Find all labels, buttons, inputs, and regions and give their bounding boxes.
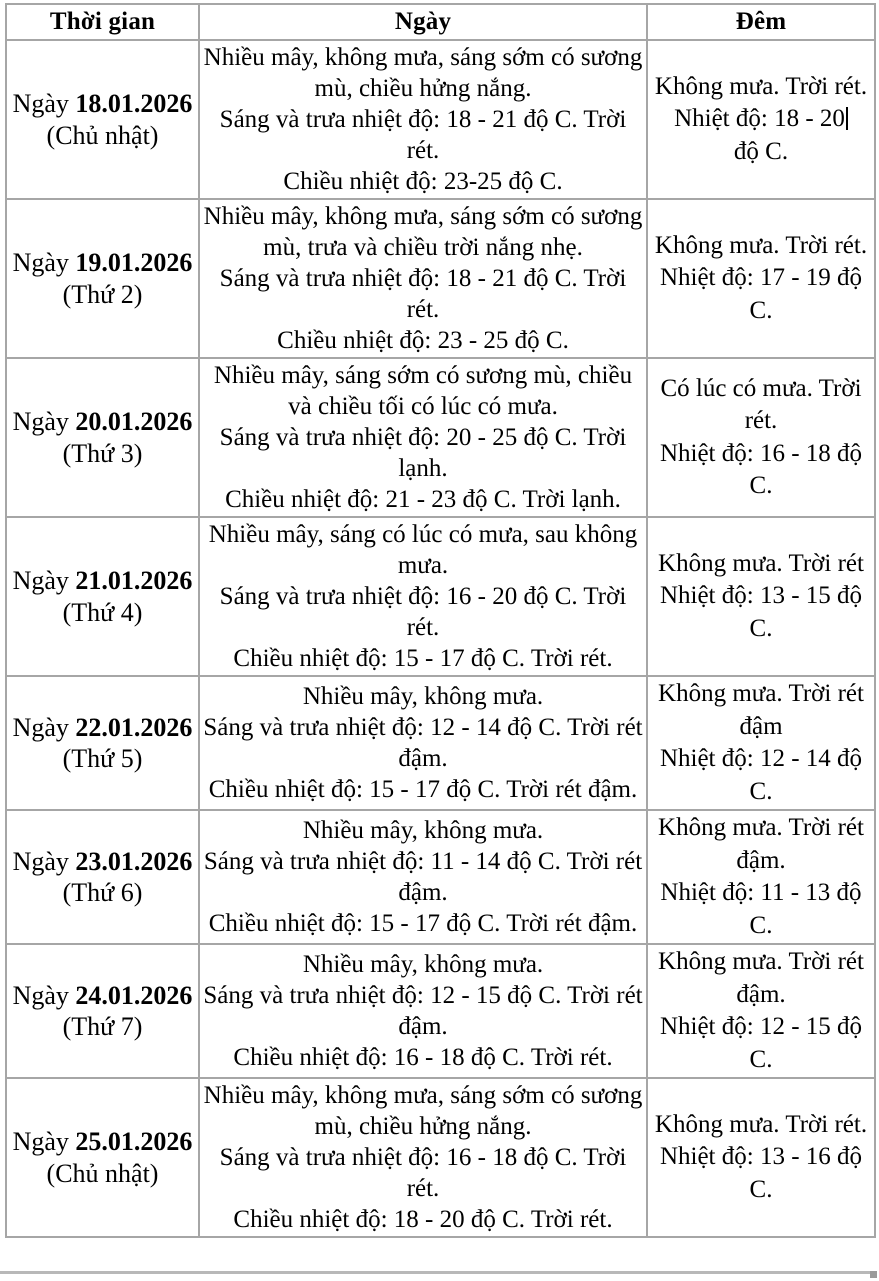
day-forecast-cell bbox=[199, 944, 647, 1078]
night-forecast-cell bbox=[647, 1078, 875, 1237]
night-forecast-line: Không mưa. Trời rét đậm. bbox=[658, 814, 864, 874]
forecast-date-cell bbox=[6, 1078, 199, 1237]
weekday-label: (Chủ nhật) bbox=[46, 1158, 159, 1188]
day-forecast-line: Chiều nhiệt độ: 18 - 20 độ C. Trời rét. bbox=[233, 1206, 613, 1233]
date-prefix: Ngày bbox=[12, 712, 76, 742]
resize-handle[interactable] bbox=[870, 1271, 877, 1278]
night-forecast-cell bbox=[647, 944, 875, 1078]
weekday-label: (Chủ nhật) bbox=[46, 120, 159, 150]
day-forecast-line: Nhiều mây, không mưa. bbox=[302, 951, 544, 978]
forecast-date-cell bbox=[6, 517, 199, 676]
table-body bbox=[6, 40, 875, 1237]
night-forecast-line: Không mưa. Trời rét. bbox=[654, 1110, 868, 1138]
sheet-bottom-rule bbox=[0, 1271, 870, 1274]
column-header-night: Đêm bbox=[647, 4, 875, 40]
night-forecast-line: Có lúc có mưa. Trời rét. bbox=[660, 374, 862, 434]
day-forecast-line: Chiều nhiệt độ: 23 - 25 độ C. bbox=[277, 327, 569, 354]
day-forecast-line: Nhiều mây, sáng sớm có sương mù, chiều và chiều tối có lúc có mưa. bbox=[213, 362, 633, 420]
day-forecast-line: Sáng và trưa nhiệt độ: 18 - 21 độ C. Trời rét. bbox=[219, 265, 627, 323]
night-forecast-line: Nhiệt độ: 12 - 14 độ C. bbox=[659, 745, 863, 805]
weekday-label: (Thứ 2) bbox=[62, 279, 143, 309]
day-forecast-cell bbox=[199, 358, 647, 517]
night-forecast-line: Không mưa. Trời rét. bbox=[654, 72, 868, 100]
night-forecast-line: Nhiệt độ: 13 - 15 độ C. bbox=[659, 582, 863, 642]
table-row bbox=[6, 944, 875, 1078]
forecast-date-cell bbox=[6, 199, 199, 358]
day-forecast-line: Sáng và trưa nhiệt độ: 16 - 18 độ C. Trời rét. bbox=[219, 1144, 627, 1202]
day-forecast-line: Chiều nhiệt độ: 15 - 17 độ C. Trời rét. bbox=[233, 645, 613, 672]
weekday-label: (Thứ 3) bbox=[62, 438, 143, 468]
table-row bbox=[6, 810, 875, 944]
day-forecast-line: Nhiều mây, sáng có lúc có mưa, sau không mưa. bbox=[208, 521, 638, 579]
night-forecast-line: Không mưa. Trời rét bbox=[658, 549, 864, 577]
day-forecast-line: Sáng và trưa nhiệt độ: 20 - 25 độ C. Trời lạnh. bbox=[219, 424, 627, 482]
forecast-date-cell bbox=[6, 944, 199, 1078]
day-forecast-line: Nhiều mây, không mưa, sáng sớm có sương mù, chiều hửng nắng. bbox=[203, 44, 643, 102]
night-forecast-cell bbox=[647, 676, 875, 810]
forecast-date-cell bbox=[6, 810, 199, 944]
night-forecast-line: Không mưa. Trời rét đậm bbox=[658, 680, 864, 740]
table-row bbox=[6, 199, 875, 358]
night-forecast-line-tail: độ C. bbox=[733, 137, 789, 165]
forecast-date-cell bbox=[6, 40, 199, 199]
weekday-label: (Thứ 4) bbox=[62, 597, 143, 627]
date-value: 24.01.2026 bbox=[75, 980, 193, 1010]
header-row bbox=[6, 4, 875, 40]
day-forecast-line: Sáng và trưa nhiệt độ: 18 - 21 độ C. Trời rét. bbox=[219, 106, 627, 164]
table-row bbox=[6, 40, 875, 199]
night-forecast-line: Nhiệt độ: 12 - 15 độ C. bbox=[659, 1013, 863, 1073]
date-prefix: Ngày bbox=[12, 980, 76, 1010]
table-row bbox=[6, 358, 875, 517]
night-forecast-line: Không mưa. Trời rét đậm. bbox=[658, 948, 864, 1008]
date-prefix: Ngày bbox=[12, 1127, 76, 1157]
weekday-label: (Thứ 5) bbox=[62, 744, 143, 773]
night-forecast-cell bbox=[647, 810, 875, 944]
night-forecast-cell bbox=[647, 517, 875, 676]
day-forecast-cell bbox=[199, 40, 647, 199]
night-forecast-line: Nhiệt độ: 16 - 18 độ C. bbox=[659, 439, 863, 499]
date-prefix: Ngày bbox=[12, 89, 76, 119]
date-value: 19.01.2026 bbox=[75, 248, 193, 278]
night-forecast-line: Nhiệt độ: 13 - 16 độ C. bbox=[659, 1143, 863, 1203]
column-header-day: Ngày bbox=[199, 4, 647, 40]
day-forecast-line: Nhiều mây, không mưa. bbox=[302, 817, 544, 844]
day-forecast-cell bbox=[199, 517, 647, 676]
date-prefix: Ngày bbox=[12, 407, 76, 437]
day-forecast-cell bbox=[199, 199, 647, 358]
table-header bbox=[6, 4, 875, 40]
night-forecast-cell bbox=[647, 40, 875, 199]
date-value: 18.01.2026 bbox=[75, 89, 193, 119]
text-cursor bbox=[846, 107, 848, 130]
day-forecast-line: Sáng và trưa nhiệt độ: 12 - 14 độ C. Trời rét đậm. bbox=[203, 714, 643, 772]
day-forecast-line: Chiều nhiệt độ: 23-25 độ C. bbox=[283, 168, 563, 195]
forecast-date-cell bbox=[6, 676, 199, 810]
day-forecast-cell bbox=[199, 1078, 647, 1237]
day-forecast-line: Sáng và trưa nhiệt độ: 16 - 20 độ C. Trời rét. bbox=[219, 583, 627, 641]
day-forecast-line: Nhiều mây, không mưa, sáng sớm có sương mù, trưa và chiều trời nắng nhẹ. bbox=[203, 203, 643, 261]
day-forecast-line: Chiều nhiệt độ: 16 - 18 độ C. Trời rét. bbox=[233, 1044, 613, 1071]
date-prefix: Ngày bbox=[12, 248, 76, 278]
table-row bbox=[6, 517, 875, 676]
night-forecast-line: Nhiệt độ: 18 - 20 bbox=[650, 103, 872, 136]
date-prefix: Ngày bbox=[12, 846, 76, 876]
day-forecast-line: Chiều nhiệt độ: 21 - 23 độ C. Trời lạnh. bbox=[225, 486, 621, 513]
night-forecast-line: Nhiệt độ: 11 - 13 độ C. bbox=[660, 879, 862, 939]
night-forecast-cell bbox=[647, 199, 875, 358]
weather-forecast-table bbox=[5, 3, 876, 1238]
day-forecast-cell bbox=[199, 810, 647, 944]
date-value: 21.01.2026 bbox=[75, 566, 193, 596]
night-forecast-cell bbox=[647, 358, 875, 517]
day-forecast-line: Nhiều mây, không mưa. bbox=[302, 683, 544, 710]
date-value: 25.01.2026 bbox=[75, 1127, 193, 1157]
day-forecast-cell bbox=[199, 676, 647, 810]
day-forecast-line: Sáng và trưa nhiệt độ: 11 - 14 độ C. Trời rét đậm. bbox=[203, 848, 643, 906]
weekday-label: (Thứ 7) bbox=[62, 1012, 143, 1041]
night-forecast-line: Không mưa. Trời rét. bbox=[654, 231, 868, 259]
table-row bbox=[6, 1078, 875, 1237]
date-value: 22.01.2026 bbox=[75, 712, 193, 742]
day-forecast-line: Chiều nhiệt độ: 15 - 17 độ C. Trời rét đậm. bbox=[208, 776, 638, 803]
date-value: 20.01.2026 bbox=[75, 407, 193, 437]
day-forecast-line: Sáng và trưa nhiệt độ: 12 - 15 độ C. Trời rét đậm. bbox=[203, 982, 643, 1040]
date-prefix: Ngày bbox=[12, 566, 76, 596]
day-forecast-line: Nhiều mây, không mưa, sáng sớm có sương mù, chiều hửng nắng. bbox=[203, 1082, 643, 1140]
date-value: 23.01.2026 bbox=[75, 846, 193, 876]
day-forecast-line: Chiều nhiệt độ: 15 - 17 độ C. Trời rét đậm. bbox=[208, 910, 638, 937]
column-header-time: Thời gian bbox=[6, 4, 199, 40]
weekday-label: (Thứ 6) bbox=[62, 878, 143, 907]
night-forecast-line: Nhiệt độ: 17 - 19 độ C. bbox=[659, 264, 863, 324]
table-row bbox=[6, 676, 875, 810]
forecast-date-cell bbox=[6, 358, 199, 517]
